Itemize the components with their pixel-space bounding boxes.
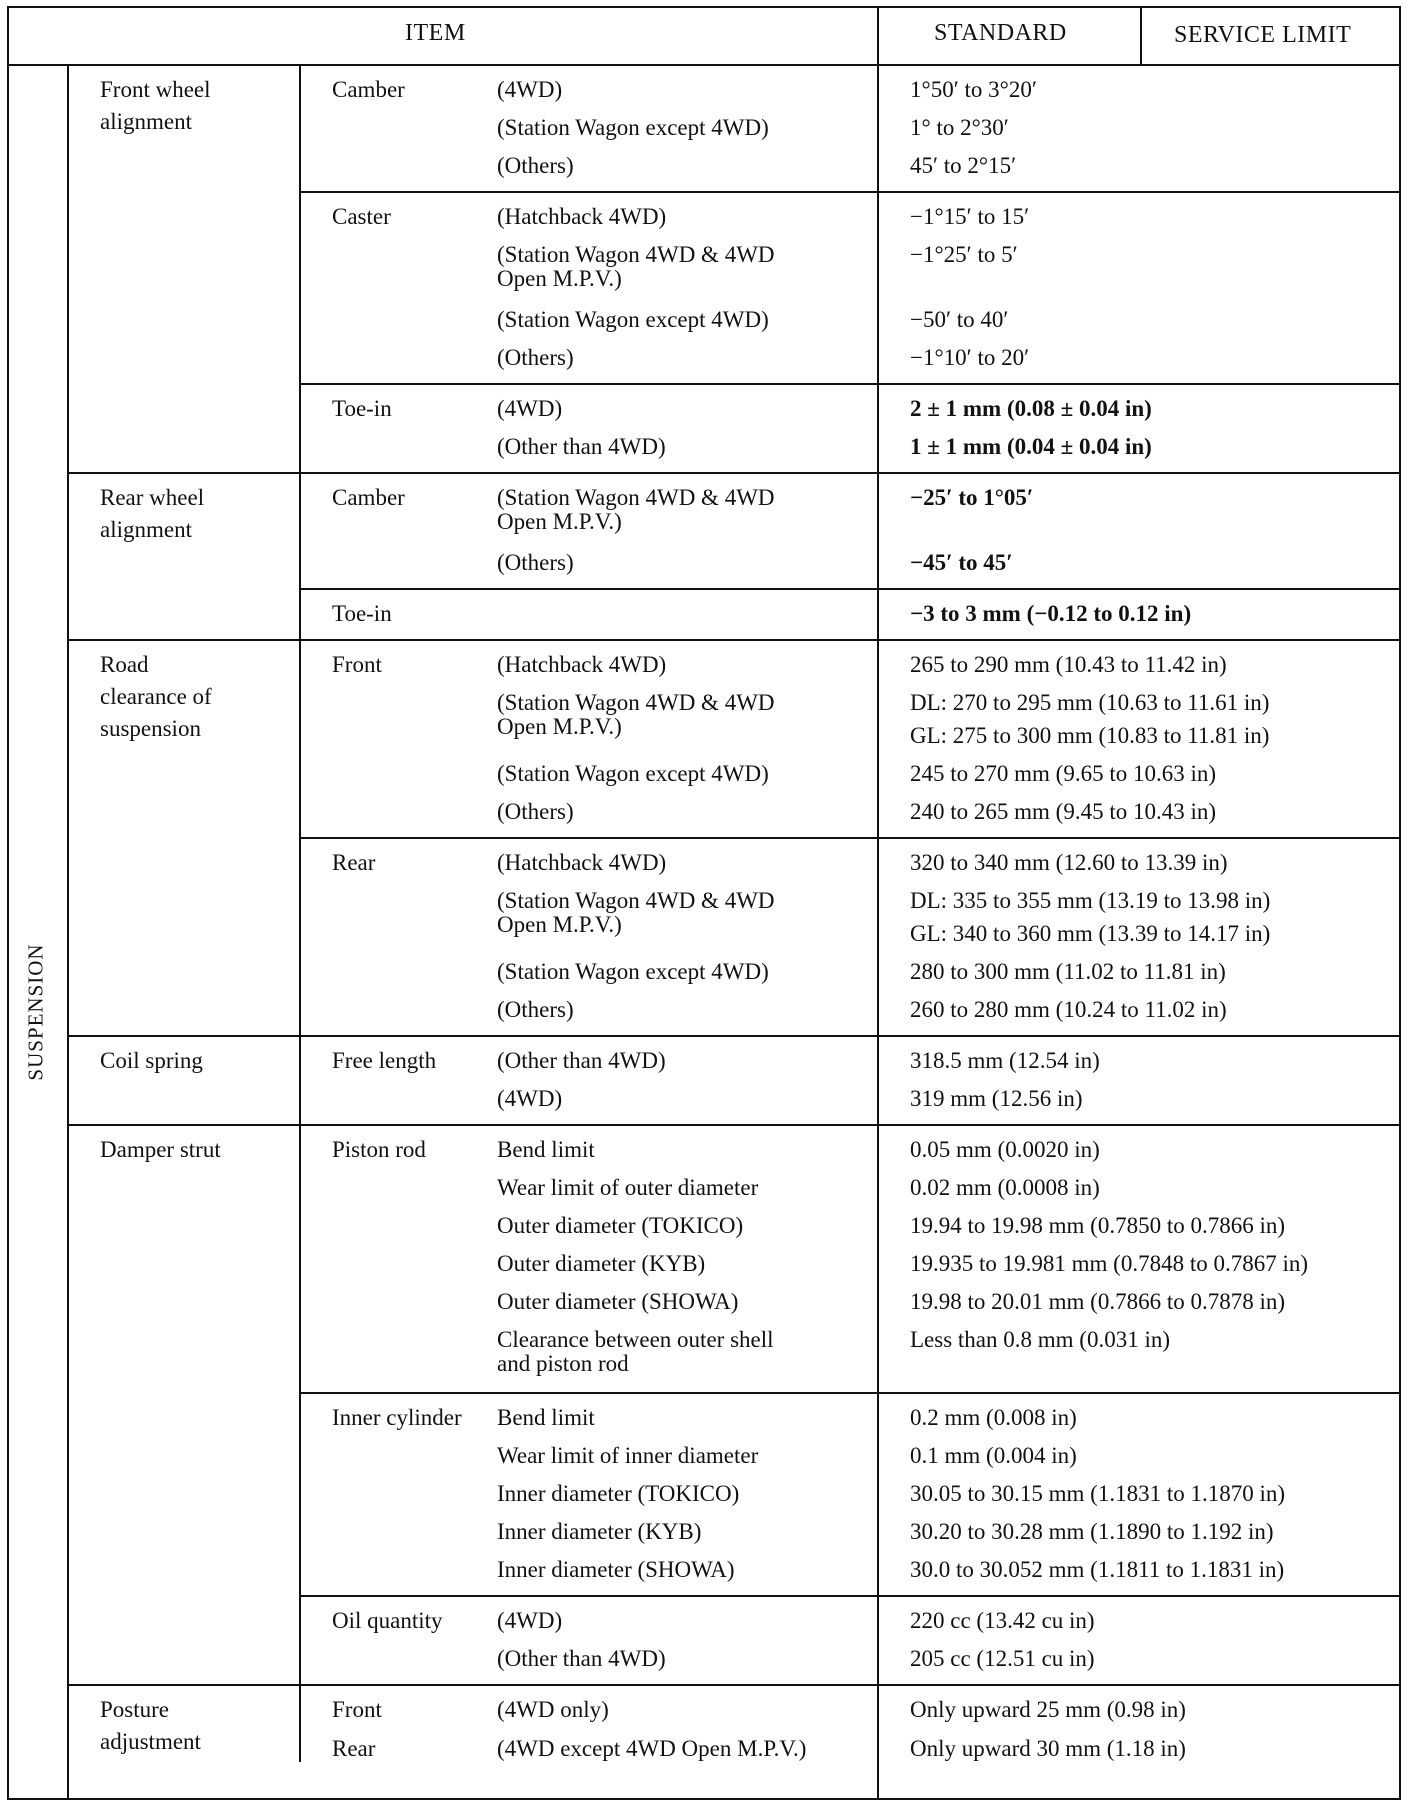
condition-text: Open M.P.V.) xyxy=(497,509,622,534)
group-label: Road xyxy=(100,652,149,677)
item-label: Toe-in xyxy=(332,601,392,626)
condition-text: Wear limit of inner diameter xyxy=(497,1443,759,1468)
column-divider xyxy=(299,639,301,1035)
column-divider xyxy=(299,64,301,472)
group-label: Rear wheel xyxy=(100,485,205,510)
standard-value: 245 to 270 mm (9.65 to 10.63 in) xyxy=(910,761,1217,786)
column-divider xyxy=(299,1684,301,1762)
column-divider xyxy=(299,1124,301,1684)
standard-value: Only upward 30 mm (1.18 in) xyxy=(910,1736,1186,1761)
item-label: Free length xyxy=(332,1048,437,1073)
standard-value: −1°15′ to 15′ xyxy=(910,204,1030,229)
condition-text: Open M.P.V.) xyxy=(497,266,622,291)
condition-text: (Others) xyxy=(497,550,574,575)
standard-value: 220 cc (13.42 cu in) xyxy=(910,1608,1095,1633)
condition-text: (Station Wagon 4WD & 4WD xyxy=(497,690,775,715)
condition-text: Bend limit xyxy=(497,1137,595,1162)
standard-value: 2 ± 1 mm (0.08 ± 0.04 in) xyxy=(910,396,1152,421)
row-divider xyxy=(299,191,1401,193)
condition-text: Wear limit of outer diameter xyxy=(497,1175,759,1200)
standard-value: 45′ to 2°15′ xyxy=(910,153,1017,178)
condition-text: Inner diameter (TOKICO) xyxy=(497,1481,740,1506)
column-divider xyxy=(299,1035,301,1124)
row-divider xyxy=(299,383,1401,385)
condition-text: (Station Wagon 4WD & 4WD xyxy=(497,485,775,510)
item-label: Rear xyxy=(332,1736,376,1761)
standard-value: DL: 270 to 295 mm (10.63 to 11.61 in) xyxy=(910,690,1270,715)
group-label: adjustment xyxy=(100,1729,201,1754)
standard-value: 1°50′ to 3°20′ xyxy=(910,77,1037,102)
condition-text: Clearance between outer shell xyxy=(497,1327,774,1352)
group-label: Front wheel xyxy=(100,77,211,102)
condition-text: (Hatchback 4WD) xyxy=(497,652,667,677)
item-label: Camber xyxy=(332,77,405,102)
standard-value: −1°10′ to 20′ xyxy=(910,345,1030,370)
standard-value: −45′ to 45′ xyxy=(910,550,1013,575)
condition-text: (4WD except 4WD Open M.P.V.) xyxy=(497,1736,807,1761)
standard-value: 0.05 mm (0.0020 in) xyxy=(910,1137,1100,1162)
condition-text: Open M.P.V.) xyxy=(497,714,622,739)
standard-value: 19.935 to 19.981 mm (0.7848 to 0.7867 in) xyxy=(910,1251,1309,1276)
item-label: Front xyxy=(332,1697,382,1722)
condition-text: (Other than 4WD) xyxy=(497,1048,666,1073)
standard-value: 30.05 to 30.15 mm (1.1831 to 1.1870 in) xyxy=(910,1481,1286,1506)
item-label: Camber xyxy=(332,485,405,510)
standard-value: −50′ to 40′ xyxy=(910,307,1009,332)
condition-text: (Station Wagon except 4WD) xyxy=(497,307,769,332)
condition-text: (Station Wagon except 4WD) xyxy=(497,115,769,140)
row-divider xyxy=(67,1684,1401,1686)
standard-value: Only upward 25 mm (0.98 in) xyxy=(910,1697,1186,1722)
standard-value: 265 to 290 mm (10.43 to 11.42 in) xyxy=(910,652,1227,677)
column-divider xyxy=(877,64,879,1800)
standard-value: 320 to 340 mm (12.60 to 13.39 in) xyxy=(910,850,1228,875)
item-label: Inner cylinder xyxy=(332,1405,462,1430)
row-divider xyxy=(67,1124,1401,1126)
header-item: ITEM xyxy=(405,20,466,46)
standard-value: −1°25′ to 5′ xyxy=(910,242,1018,267)
standard-value: DL: 335 to 355 mm (13.19 to 13.98 in) xyxy=(910,888,1271,913)
group-label: Damper strut xyxy=(100,1137,221,1162)
condition-text: (Hatchback 4WD) xyxy=(497,204,667,229)
row-divider xyxy=(299,1392,1401,1394)
standard-value: GL: 275 to 300 mm (10.83 to 11.81 in) xyxy=(910,723,1270,748)
condition-text: (Hatchback 4WD) xyxy=(497,850,667,875)
row-divider xyxy=(299,588,1401,590)
condition-text: Open M.P.V.) xyxy=(497,912,622,937)
section-label xyxy=(22,942,49,1081)
standard-value: −25′ to 1°05′ xyxy=(910,485,1034,510)
condition-text: (Station Wagon except 4WD) xyxy=(497,959,769,984)
condition-text: (Others) xyxy=(497,153,574,178)
standard-value: 0.02 mm (0.0008 in) xyxy=(910,1175,1100,1200)
standard-value: −3 to 3 mm (−0.12 to 0.12 in) xyxy=(910,601,1192,626)
standard-value: 260 to 280 mm (10.24 to 11.02 in) xyxy=(910,997,1227,1022)
group-label: Posture xyxy=(100,1697,169,1722)
condition-text: (Station Wagon except 4WD) xyxy=(497,761,769,786)
condition-text: (4WD) xyxy=(497,77,563,102)
standard-value: 19.94 to 19.98 mm (0.7850 to 0.7866 in) xyxy=(910,1213,1286,1238)
row-divider xyxy=(67,639,1401,641)
standard-value: 0.2 mm (0.008 in) xyxy=(910,1405,1077,1430)
condition-text: Outer diameter (TOKICO) xyxy=(497,1213,744,1238)
standard-value: 19.98 to 20.01 mm (0.7866 to 0.7878 in) xyxy=(910,1289,1286,1314)
row-divider xyxy=(67,472,1401,474)
standard-value: 1° to 2°30′ xyxy=(910,115,1009,140)
column-divider xyxy=(877,6,879,64)
header-service-limit: SERVICE LIMIT xyxy=(1174,22,1352,48)
group-label: alignment xyxy=(100,517,192,542)
item-label: Piston rod xyxy=(332,1137,426,1162)
condition-text: (4WD) xyxy=(497,1086,563,1111)
condition-text: (Station Wagon 4WD & 4WD xyxy=(497,242,775,267)
item-label: Toe-in xyxy=(332,396,392,421)
condition-text: and piston rod xyxy=(497,1351,629,1376)
condition-text: (4WD) xyxy=(497,396,563,421)
standard-value: Less than 0.8 mm (0.031 in) xyxy=(910,1327,1170,1352)
column-divider xyxy=(1140,6,1142,64)
condition-text: Inner diameter (KYB) xyxy=(497,1519,702,1544)
row-divider xyxy=(299,1595,1401,1597)
standard-value: 319 mm (12.56 in) xyxy=(910,1086,1083,1111)
condition-text: (4WD only) xyxy=(497,1697,609,1722)
standard-value: 318.5 mm (12.54 in) xyxy=(910,1048,1100,1073)
standard-value: GL: 340 to 360 mm (13.39 to 14.17 in) xyxy=(910,921,1271,946)
condition-text: (Others) xyxy=(497,997,574,1022)
header-standard: STANDARD xyxy=(934,20,1067,46)
column-divider xyxy=(299,472,301,639)
item-label: Oil quantity xyxy=(332,1608,443,1633)
group-label: Coil spring xyxy=(100,1048,203,1073)
condition-text: Inner diameter (SHOWA) xyxy=(497,1557,735,1582)
condition-text: (Other than 4WD) xyxy=(497,1646,666,1671)
standard-value: 30.20 to 30.28 mm (1.1890 to 1.192 in) xyxy=(910,1519,1274,1544)
condition-text: (Others) xyxy=(497,345,574,370)
condition-text: Bend limit xyxy=(497,1405,595,1430)
group-label: suspension xyxy=(100,716,201,741)
section-label-text: SUSPENSION xyxy=(23,942,47,1081)
standard-value: 280 to 300 mm (11.02 to 11.81 in) xyxy=(910,959,1226,984)
item-label: Caster xyxy=(332,204,391,229)
condition-text: Outer diameter (SHOWA) xyxy=(497,1289,739,1314)
column-divider xyxy=(67,64,69,1800)
standard-value: 205 cc (12.51 cu in) xyxy=(910,1646,1095,1671)
group-label: alignment xyxy=(100,109,192,134)
row-divider xyxy=(7,64,1401,66)
condition-text: (Station Wagon 4WD & 4WD xyxy=(497,888,775,913)
condition-text: (Other than 4WD) xyxy=(497,434,666,459)
group-label: clearance of xyxy=(100,684,212,709)
item-label: Rear xyxy=(332,850,376,875)
condition-text: Outer diameter (KYB) xyxy=(497,1251,706,1276)
standard-value: 0.1 mm (0.004 in) xyxy=(910,1443,1077,1468)
standard-value: 30.0 to 30.052 mm (1.1811 to 1.1831 in) xyxy=(910,1557,1285,1582)
standard-value: 240 to 265 mm (9.45 to 10.43 in) xyxy=(910,799,1217,824)
condition-text: (Others) xyxy=(497,799,574,824)
standard-value: 1 ± 1 mm (0.04 ± 0.04 in) xyxy=(910,434,1152,459)
condition-text: (4WD) xyxy=(497,1608,563,1633)
row-divider xyxy=(299,837,1401,839)
item-label: Front xyxy=(332,652,382,677)
row-divider xyxy=(67,1035,1401,1037)
